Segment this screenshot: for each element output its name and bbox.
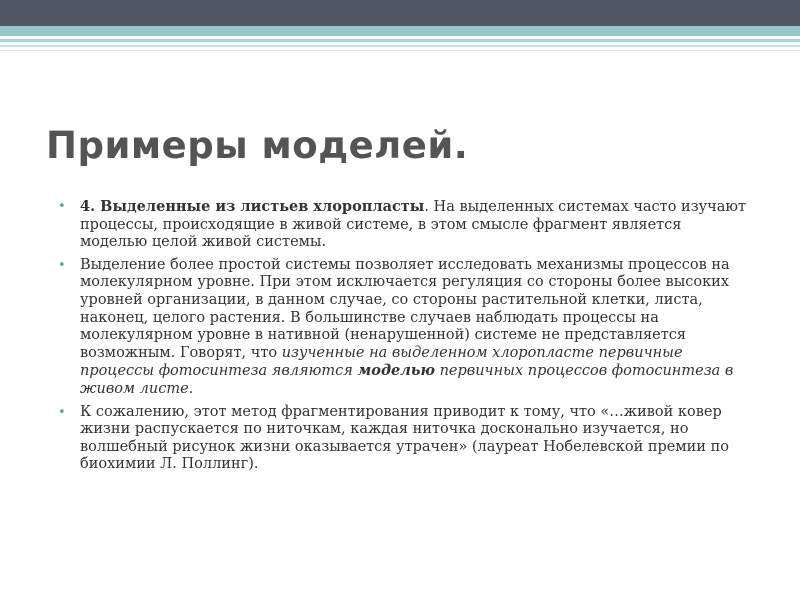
bullet-item: [58, 198, 748, 252]
bullet-bold-italic-text: моделью: [357, 362, 435, 380]
header-accent-line: [0, 39, 800, 42]
bullet-text: К сожалению, этот метод фрагментирования приводит к тому, что «…живой ковер жизни распускается по ниточкам, каждая ниточка досконально изучается, но волшебный рисунок жизни оказывается утрачен» (лауреат Нобелевской премии по биохимии Л. Поллинг).: [80, 403, 730, 473]
bullet-item: [58, 404, 748, 474]
bullet-text: . На выделенных системах часто изучают процессы, происходящие в живой системе, в этом смысле фрагмент является моделью целой живой системы.: [80, 199, 747, 251]
bullet-text: .: [188, 380, 194, 397]
bullet-icon: •: [58, 257, 66, 273]
header-dark-band: [0, 0, 800, 26]
bullet-italic-text: первичных процессов фотосинтеза в живом листе: [80, 363, 734, 397]
slide-title: Примеры моделей.: [46, 124, 469, 167]
bullet-icon: •: [58, 199, 66, 214]
header-teal-bar: [0, 26, 800, 36]
header-accent-line: [0, 45, 800, 47]
header-accent-line: [0, 50, 800, 51]
bullet-list: [58, 198, 748, 479]
bullet-italic-text: изученные на выделенном хлоропласте первичные процессы фотосинтеза являются: [80, 344, 683, 380]
bullet-bold-lead: 4. Выделенные из листьев хлоропласты: [80, 198, 425, 215]
bullet-item: [58, 257, 748, 399]
bullet-icon: •: [58, 404, 66, 420]
bullet-text: Выделение более простой системы позволяет исследовать механизмы процессов на молекулярном уровне. При этом исключается регуляция со стороны более высоких уровней организации, в данном случае, со стороны растительной клетки, листа, наконец, целого растения. В большинстве случаев наблюдать процессы на молекулярном уровне в нативной (ненарушенной) системе не представляется возможным. Говорят, что: [80, 256, 730, 361]
